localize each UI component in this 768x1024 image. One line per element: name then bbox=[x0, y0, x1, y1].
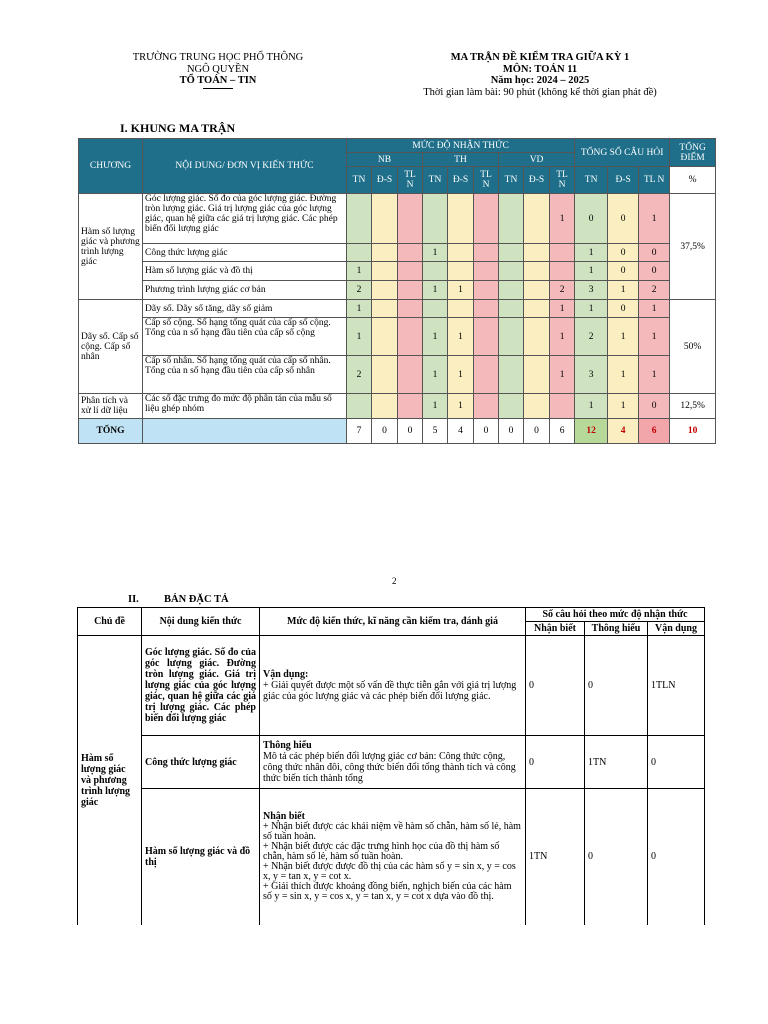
grand-total-tn: 12 bbox=[575, 419, 608, 444]
sub-header: Đ-S bbox=[608, 167, 639, 194]
chapter-name: Hàm số lượng giác và phương trình lượng giác bbox=[79, 194, 143, 300]
value-cell bbox=[347, 194, 372, 244]
level-title: Vận dụng: bbox=[263, 669, 309, 680]
content-cell: Hàm số lượng giác và đồ thị bbox=[142, 789, 260, 925]
department-name: TỔ TOÁN – TIN bbox=[179, 75, 257, 86]
value-cell: 2 bbox=[347, 356, 372, 394]
value-cell bbox=[372, 194, 398, 244]
total-value: 7 bbox=[347, 419, 372, 444]
chapter-name: Dãy số. Cấp số cộng. Cấp số nhân bbox=[79, 300, 143, 394]
value-cell bbox=[448, 262, 474, 281]
content-cell: Các số đặc trưng đo mức độ phân tán của mẫu số liệu ghép nhóm bbox=[143, 394, 347, 419]
header-chude: Chủ đề bbox=[78, 608, 142, 636]
value-cell: 1 bbox=[448, 318, 474, 356]
header-vandung: Vận dụng bbox=[648, 622, 705, 636]
value-cell bbox=[474, 318, 499, 356]
total-cell: 0 bbox=[608, 262, 639, 281]
nb-count: 0 bbox=[526, 636, 585, 736]
page-number: 2 bbox=[392, 576, 397, 586]
value-cell bbox=[372, 244, 398, 262]
total-blank bbox=[143, 419, 347, 444]
value-cell bbox=[372, 356, 398, 394]
sub-header: Đ-S bbox=[448, 167, 474, 194]
total-cell: 1 bbox=[639, 300, 670, 318]
total-cell: 0 bbox=[608, 244, 639, 262]
value-cell bbox=[474, 194, 499, 244]
value-cell: 1 bbox=[550, 318, 575, 356]
total-cell: 0 bbox=[639, 262, 670, 281]
value-cell bbox=[398, 356, 423, 394]
th-count: 0 bbox=[585, 789, 648, 925]
exam-header bbox=[405, 52, 675, 98]
header-noidung: Nội dung kiến thức bbox=[142, 608, 260, 636]
value-cell bbox=[524, 194, 550, 244]
value-cell: 1 bbox=[423, 318, 448, 356]
total-cell: 3 bbox=[575, 356, 608, 394]
value-cell bbox=[499, 244, 524, 262]
content-cell: Góc lượng giác. Số đo của góc lượng giác. Đường tròn lượng giác. Giá trị lượng giác của góc lượng giác, quan hệ giữa các giá trị lượng giác. Các phép biến đổi lượng giác bbox=[143, 194, 347, 244]
value-cell bbox=[550, 244, 575, 262]
total-value: 5 bbox=[423, 419, 448, 444]
value-cell bbox=[499, 356, 524, 394]
sub-header: Đ-S bbox=[372, 167, 398, 194]
th-count: 0 bbox=[585, 636, 648, 736]
table-row bbox=[79, 300, 716, 318]
value-cell bbox=[499, 394, 524, 419]
header-mucdo: Mức độ kiến thức, kĩ năng cần kiểm tra, đánh giá bbox=[260, 608, 526, 636]
total-value: 0 bbox=[372, 419, 398, 444]
value-cell bbox=[524, 262, 550, 281]
th-count: 1TN bbox=[585, 736, 648, 789]
total-cell: 2 bbox=[575, 318, 608, 356]
total-cell: 1 bbox=[608, 281, 639, 300]
table-row bbox=[79, 281, 716, 300]
header-socau: Số câu hỏi theo mức độ nhận thức bbox=[526, 608, 705, 622]
total-cell: 1 bbox=[575, 244, 608, 262]
sub-header: TL N bbox=[639, 167, 670, 194]
spec-row bbox=[78, 636, 705, 736]
content-cell: Dãy số. Dãy số tăng, dãy số giảm bbox=[143, 300, 347, 318]
spec-row bbox=[78, 789, 705, 925]
header-noidung: NỘI DUNG/ ĐƠN VỊ KIẾN THỨC bbox=[143, 139, 347, 194]
total-cell: 1 bbox=[639, 194, 670, 244]
sub-header-percent: % bbox=[670, 167, 716, 194]
table-row bbox=[79, 244, 716, 262]
chapter-percent: 50% bbox=[670, 300, 716, 394]
content-cell: Công thức lượng giác bbox=[142, 736, 260, 789]
table-row bbox=[79, 356, 716, 394]
sub-header: TN bbox=[423, 167, 448, 194]
value-cell bbox=[474, 281, 499, 300]
value-cell: 2 bbox=[347, 281, 372, 300]
total-cell: 1 bbox=[608, 318, 639, 356]
value-cell bbox=[372, 300, 398, 318]
level-cell bbox=[260, 736, 526, 789]
total-cell: 0 bbox=[639, 394, 670, 419]
vd-count: 0 bbox=[648, 736, 705, 789]
value-cell: 1 bbox=[423, 244, 448, 262]
sub-header: Đ-S bbox=[524, 167, 550, 194]
header-nb: NB bbox=[347, 153, 423, 167]
value-cell: 1 bbox=[550, 194, 575, 244]
grand-total-ds: 4 bbox=[608, 419, 639, 444]
value-cell: 1 bbox=[347, 300, 372, 318]
level-cell bbox=[260, 636, 526, 736]
content-cell: Góc lượng giác. Số đo của góc lượng giác. Đường tròn lượng giác. Giá trị lượng giác của góc lượng giác, quan hệ giữa các giá trị lượng giác. Các phép biến đổi lượng giác bbox=[142, 636, 260, 736]
header-thonghieu: Thông hiểu bbox=[585, 622, 648, 636]
total-cell: 1 bbox=[575, 300, 608, 318]
level-text: Mô tả các phép biến đổi lượng giác cơ bản: Công thức cộng, công thức nhân đôi, công thức biến đổi tổng thành tích và công thức biến tích thành tổng bbox=[263, 751, 516, 784]
value-cell: 1 bbox=[550, 356, 575, 394]
nb-count: 0 bbox=[526, 736, 585, 789]
content-cell: Hàm số lượng giác và đồ thị bbox=[143, 262, 347, 281]
sub-header: TN bbox=[347, 167, 372, 194]
value-cell bbox=[398, 281, 423, 300]
value-cell bbox=[372, 318, 398, 356]
vd-count: 1TLN bbox=[648, 636, 705, 736]
level-line: + Nhận biết được các đặc trưng hình học của đồ thị hàm số chẵn, hàm số lẻ, hàm số tuần hoàn. bbox=[263, 840, 500, 862]
total-cell: 0 bbox=[608, 194, 639, 244]
value-cell bbox=[499, 300, 524, 318]
value-cell: 1 bbox=[448, 281, 474, 300]
table-row bbox=[79, 194, 716, 244]
value-cell: 1 bbox=[347, 262, 372, 281]
school-name-line1: TRƯỜNG TRUNG HỌC PHỔ THÔNG bbox=[132, 52, 304, 63]
value-cell bbox=[398, 318, 423, 356]
chapter-name: Phân tích và xử lí dữ liệu bbox=[79, 394, 143, 419]
chapter-percent: 12,5% bbox=[670, 394, 716, 419]
value-cell bbox=[372, 394, 398, 419]
value-cell bbox=[499, 262, 524, 281]
content-cell: Công thức lượng giác bbox=[143, 244, 347, 262]
grand-total-tln: 6 bbox=[639, 419, 670, 444]
total-row bbox=[79, 419, 716, 444]
value-cell: 2 bbox=[550, 281, 575, 300]
total-cell: 3 bbox=[575, 281, 608, 300]
value-cell bbox=[499, 318, 524, 356]
value-cell bbox=[448, 244, 474, 262]
value-cell: 1 bbox=[423, 394, 448, 419]
total-cell: 0 bbox=[639, 244, 670, 262]
section1-heading: I. KHUNG MA TRẬN bbox=[120, 121, 236, 135]
spec-row bbox=[78, 736, 705, 789]
total-value: 0 bbox=[398, 419, 423, 444]
value-cell bbox=[524, 281, 550, 300]
value-cell bbox=[423, 262, 448, 281]
total-cell: 1 bbox=[608, 356, 639, 394]
chapter-percent: 37,5% bbox=[670, 194, 716, 300]
content-cell: Phương trình lượng giác cơ bản bbox=[143, 281, 347, 300]
value-cell bbox=[423, 300, 448, 318]
value-cell bbox=[524, 244, 550, 262]
section2-heading: BẢN ĐẶC TẢ bbox=[164, 594, 229, 605]
value-cell bbox=[398, 394, 423, 419]
value-cell bbox=[398, 262, 423, 281]
total-value: 0 bbox=[524, 419, 550, 444]
value-cell bbox=[474, 356, 499, 394]
value-cell: 1 bbox=[423, 356, 448, 394]
value-cell: 1 bbox=[550, 300, 575, 318]
school-year: Năm học: 2024 – 2025 bbox=[490, 75, 590, 86]
value-cell bbox=[499, 281, 524, 300]
total-cell: 1 bbox=[608, 394, 639, 419]
header-th: TH bbox=[423, 153, 499, 167]
table-row bbox=[79, 318, 716, 356]
value-cell bbox=[524, 300, 550, 318]
value-cell bbox=[524, 356, 550, 394]
value-cell bbox=[550, 262, 575, 281]
value-cell: 1 bbox=[347, 318, 372, 356]
value-cell bbox=[398, 244, 423, 262]
value-cell bbox=[347, 394, 372, 419]
total-cell: 1 bbox=[639, 318, 670, 356]
content-cell: Cấp số cộng. Số hạng tổng quát của cấp số cộng. Tổng của n số hạng đầu tiên của cấp số cộng bbox=[143, 318, 347, 356]
total-value: 6 bbox=[550, 419, 575, 444]
header-chuong: CHƯƠNG bbox=[79, 139, 143, 194]
content-cell: Cấp số nhân. Số hạng tổng quát của cấp số nhân. Tổng của n số hạng đầu tiên của cấp số nhân bbox=[143, 356, 347, 394]
total-cell: 0 bbox=[608, 300, 639, 318]
sub-header: TL N bbox=[398, 167, 423, 194]
value-cell bbox=[398, 300, 423, 318]
level-line: + Nhận biết được được đồ thị của các hàm số y = sin x, y = cos x, y = tan x, y = cot x. bbox=[263, 860, 516, 882]
total-cell: 1 bbox=[575, 262, 608, 281]
level-line: + Nhận biết được các khái niệm về hàm số chẵn, hàm số lẻ, hàm số tuần hoàn. bbox=[263, 820, 521, 842]
table-row bbox=[79, 262, 716, 281]
total-value: 0 bbox=[499, 419, 524, 444]
sub-header: TL N bbox=[474, 167, 499, 194]
value-cell bbox=[398, 194, 423, 244]
specification-table bbox=[77, 607, 705, 925]
total-cell: 1 bbox=[639, 356, 670, 394]
total-cell: 0 bbox=[575, 194, 608, 244]
header-vd: VD bbox=[499, 153, 575, 167]
value-cell: 1 bbox=[448, 356, 474, 394]
total-value: 4 bbox=[448, 419, 474, 444]
value-cell bbox=[372, 262, 398, 281]
school-header bbox=[118, 52, 318, 89]
vd-count: 0 bbox=[648, 789, 705, 925]
level-title: Nhận biết bbox=[263, 810, 305, 822]
level-cell bbox=[260, 789, 526, 925]
nb-count: 1TN bbox=[526, 789, 585, 925]
header-nhanbiet: Nhận biết bbox=[526, 622, 585, 636]
exam-subject: MÔN: TOÁN 11 bbox=[502, 63, 578, 75]
value-cell bbox=[550, 394, 575, 419]
school-name-line2: NGÔ QUYỀN bbox=[186, 63, 250, 75]
level-text: + Giải quyết được một số vấn đề thực tiễn gắn với giá trị lượng giác của góc lượng giác và các phép biến đổi lượng giác. bbox=[263, 680, 517, 702]
value-cell: 1 bbox=[448, 394, 474, 419]
value-cell bbox=[524, 394, 550, 419]
topic-cell: Hàm số lượng giác và phương trình lượng giác bbox=[78, 636, 142, 925]
exam-title: MA TRẬN ĐỀ KIỂM TRA GIỮA KỲ 1 bbox=[450, 52, 630, 63]
section2-number: II. bbox=[128, 594, 139, 605]
sub-header: TN bbox=[499, 167, 524, 194]
header-tongdiem: TỔNG ĐIỂM bbox=[670, 139, 716, 167]
sub-header: TL N bbox=[550, 167, 575, 194]
total-value: 0 bbox=[474, 419, 499, 444]
header-tongso: TỔNG SỐ CÂU HỎI bbox=[575, 139, 670, 167]
table-row bbox=[79, 394, 716, 419]
matrix-table bbox=[78, 138, 716, 444]
value-cell bbox=[474, 394, 499, 419]
value-cell bbox=[347, 244, 372, 262]
value-cell bbox=[372, 281, 398, 300]
value-cell bbox=[524, 318, 550, 356]
value-cell bbox=[474, 300, 499, 318]
header-underline bbox=[203, 88, 233, 89]
grand-total-score: 10 bbox=[670, 419, 716, 444]
level-title: Thông hiểu bbox=[263, 740, 312, 751]
value-cell bbox=[448, 194, 474, 244]
value-cell bbox=[448, 300, 474, 318]
header-mucdo: MỨC ĐỘ NHẬN THỨC bbox=[347, 139, 575, 153]
level-line: + Giải thích được khoảng đồng biến, nghịch biến của các hàm số y = sin x, y = cos x, y = tan x, y = cot x dựa vào đồ thị. bbox=[263, 880, 512, 902]
exam-duration: Thời gian làm bài: 90 phút (không kể thời gian phát đề) bbox=[423, 86, 657, 98]
value-cell bbox=[474, 244, 499, 262]
value-cell bbox=[499, 194, 524, 244]
sub-header: TN bbox=[575, 167, 608, 194]
value-cell: 1 bbox=[423, 281, 448, 300]
total-label: TỔNG bbox=[79, 419, 143, 444]
value-cell bbox=[474, 262, 499, 281]
total-cell: 1 bbox=[575, 394, 608, 419]
total-cell: 2 bbox=[639, 281, 670, 300]
value-cell bbox=[423, 194, 448, 244]
